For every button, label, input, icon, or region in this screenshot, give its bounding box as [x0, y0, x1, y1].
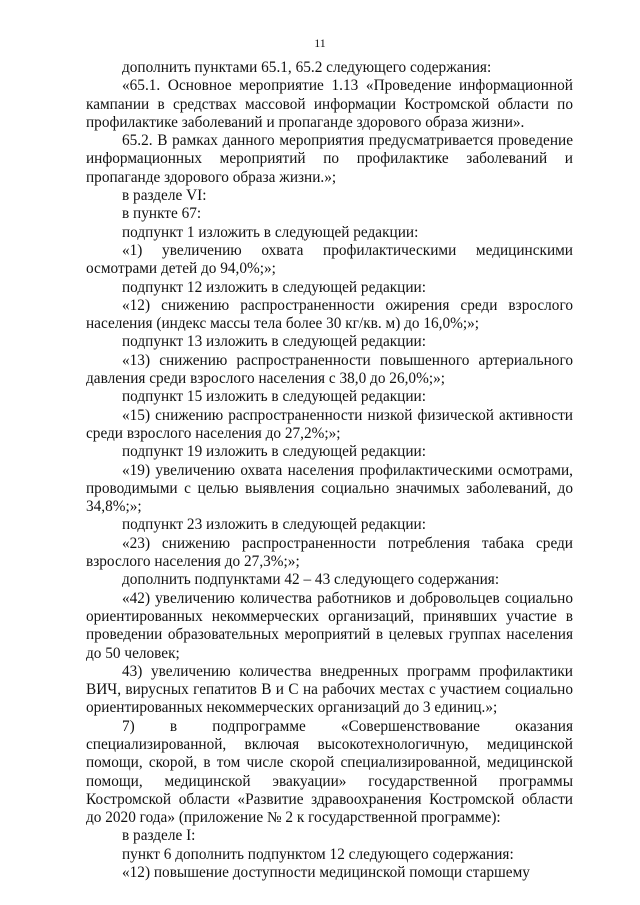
paragraph: «15) снижению распространенности низкой физической активности среди взрослого населения до 27,2%;»; [86, 406, 573, 442]
paragraph: «23) снижению распространенности потребления табака среди взрослого населения до 27,3%;»; [86, 534, 573, 571]
paragraph: подпункт 15 изложить в следующей редакции: [122, 388, 426, 406]
paragraph: подпункт 19 изложить в следующей редакции: [122, 443, 426, 461]
paragraph: подпункт 12 изложить в следующей редакции: [122, 278, 426, 296]
paragraph: «42) увеличению количества работников и добровольцев социально ориентированных некоммерческих организаций, принявших участие в проведении образовательных мероприятий в целевых группах населения до 50 человек; [86, 589, 573, 662]
paragraph: в разделе I: [122, 827, 196, 845]
paragraph: в пункте 67: [122, 205, 202, 223]
paragraph: «1) увеличению охвата профилактическими медицинскими осмотрами детей до 94,0%;»; [86, 241, 573, 278]
paragraph: дополнить пунктами 65.1, 65.2 следующего содержания: [122, 59, 492, 76]
paragraph: «12) повышение доступности медицинской помощи старшему [122, 864, 530, 882]
paragraph: 65.2. В рамках данного мероприятия предусматривается проведение информационных мероприятий по профилактике заболеваний и пропаганде здорового образа жизни.»; [86, 132, 573, 186]
paragraph: подпункт 1 изложить в следующей редакции: [122, 223, 419, 241]
paragraph: подпункт 13 изложить в следующей редакции: [122, 333, 426, 351]
paragraph: пункт 6 дополнить подпунктом 12 следующего содержания: [122, 845, 514, 863]
paragraph: «19) увеличению охвата населения профилактическими осмотрами, проводимыми с целью выявления социально значимых заболеваний, до 34,8%;»; [86, 461, 573, 516]
paragraph: 43) увеличению количества внедренных программ профилактики ВИЧ, вирусных гепатитов В и С на рабочих местах с участием социально ориентированных некоммерческих организаций до 3 единиц.»; [86, 662, 573, 717]
page-number: 11 [314, 36, 326, 50]
paragraph: «12) снижению распространенности ожирения среди взрослого населения (индекс массы тела более 30 кг/кв. м) до 16,0%;»; [86, 296, 573, 333]
paragraph: дополнить подпунктами 42 – 43 следующего содержания: [122, 571, 500, 589]
paragraph: «13) снижению распространенности повышенного артериального давления среди взрослого населения с 38,0 до 26,0%;»; [86, 351, 573, 388]
paragraph: «65.1. Основное мероприятие 1.13 «Проведение информационной кампании в средствах массовой информации Костромской области по профилактике заболеваний и пропаганде здорового образа жизни». [86, 77, 573, 131]
paragraph: в разделе VI: [122, 187, 207, 205]
document-body [86, 59, 573, 882]
paragraph: подпункт 23 изложить в следующей редакции: [122, 516, 426, 534]
paragraph: 7) в подпрограмме «Совершенствование оказания специализированной, включая высокотехнологичную, медицинской помощи, скорой, в том числе скорой специализированной, медицинской помощи, медицинской эвакуации» государственной программы Костромской области «Развитие здравоохранения Костромской области до 2020 года» (приложение № 2 к государственной программе): [86, 717, 573, 827]
